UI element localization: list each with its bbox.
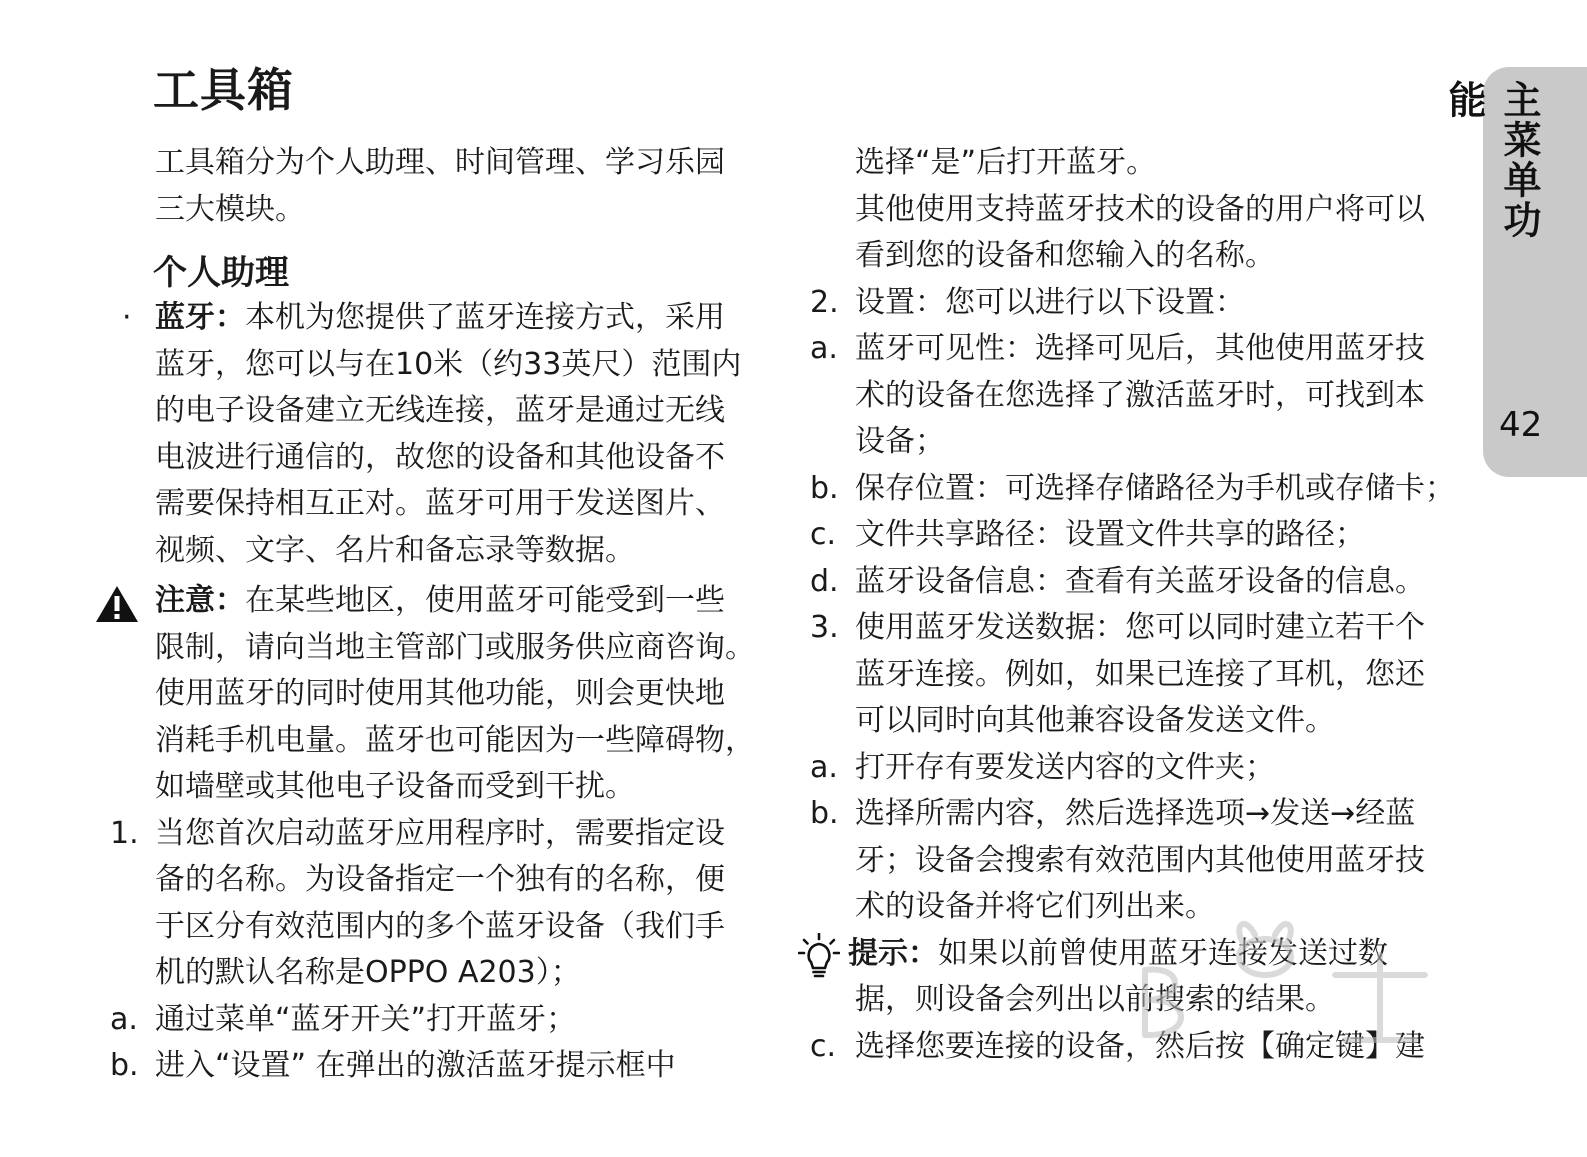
warning-icon: [94, 584, 140, 624]
paragraph-line: 限制，请向当地主管部门或服务供应商咨询。: [155, 629, 755, 665]
step-3c: [810, 1024, 1475, 1071]
paragraph-text: 本机为您提供了蓝牙连接方式，采用: [245, 300, 725, 335]
step-2: [810, 280, 1475, 327]
paragraph-line: 术的设备在您选择了激活蓝牙时，可找到本: [855, 377, 1425, 413]
paragraph-text: 如果以前曾使用蓝牙连接发送过数: [938, 935, 1388, 971]
notice-label: 注意：: [155, 583, 245, 618]
step-1: [110, 811, 780, 858]
step-3: [810, 605, 1475, 652]
notice-item: [110, 578, 780, 625]
paragraph-line: 的电子设备建立无线连接，蓝牙是通过无线: [155, 393, 725, 428]
paragraph-line: 视频、文字、名片和备忘录等数据。: [155, 532, 635, 568]
paragraph-text: 文件共享路径：设置文件共享的路径；: [855, 517, 1365, 552]
step-marker: a.: [810, 331, 838, 366]
bluetooth-label: 蓝牙：: [155, 300, 245, 335]
paragraph-line: 可以同时向其他兼容设备发送文件。: [855, 703, 1335, 738]
step-marker: c.: [810, 517, 837, 552]
lightbulb-icon: [798, 933, 840, 979]
paragraph-line: 看到您的设备和您输入的名称。: [855, 238, 1275, 273]
paragraph-line: 如墙壁或其他电子设备而受到干扰。: [155, 769, 635, 804]
bluetooth-item: [110, 295, 780, 342]
step-2d: [810, 559, 1475, 606]
paragraph-line: 设备；: [855, 424, 945, 459]
step-3a: [810, 745, 1475, 792]
paragraph-text: 选择您要连接的设备，然后按【确定键】建: [855, 1028, 1425, 1064]
chapter-label: 主菜单功能: [1442, 80, 1541, 240]
paragraph-line: 选择“是”后打开蓝牙。: [855, 145, 1157, 180]
step-marker: b.: [110, 1048, 139, 1083]
paragraph-line: 蓝牙连接。例如，如果已连接了耳机，您还: [855, 656, 1425, 692]
page-number: 42: [1499, 405, 1543, 445]
step-3b: [810, 791, 1475, 838]
right-column: [810, 140, 1475, 1070]
paragraph-line: 据，则设备会列出以前搜索的结果。: [855, 982, 1335, 1017]
paragraph-line: 消耗手机电量。蓝牙也可能因为一些障碍物，: [155, 722, 755, 758]
step-marker: 2.: [810, 284, 839, 320]
step-marker: 3.: [810, 610, 839, 645]
paragraph-text: 蓝牙可见性：选择可见后，其他使用蓝牙技: [855, 331, 1425, 366]
paragraph-text: 设置：您可以进行以下设置：: [855, 284, 1245, 320]
paragraph-line: 备的名称。为设备指定一个独有的名称，便: [155, 862, 725, 897]
paragraph-text: 选择所需内容，然后选择选项→发送→经蓝: [855, 796, 1416, 831]
bullet-mark: ·: [122, 300, 132, 335]
step-1a: [110, 997, 780, 1044]
paragraph-text: 蓝牙设备信息：查看有关蓝牙设备的信息。: [855, 563, 1425, 599]
paragraph-line: 机的默认名称是OPPO A203）；: [155, 955, 581, 990]
step-marker: c.: [810, 1028, 837, 1064]
step-1b: [110, 1043, 780, 1090]
paragraph-line: 蓝牙，您可以与在10米（约33英尺）范围内: [155, 346, 742, 382]
step-marker: a.: [810, 749, 838, 785]
step-2c: [810, 512, 1475, 559]
paragraph-line: 术的设备并将它们列出来。: [855, 889, 1215, 924]
step-marker: d.: [810, 563, 839, 599]
page-title: 工具箱: [153, 63, 294, 117]
paragraph-line: 需要保持相互正对。蓝牙可用于发送图片、: [155, 486, 725, 521]
paragraph-text: 当您首次启动蓝牙应用程序时，需要指定设: [155, 815, 725, 851]
step-marker: 1.: [110, 815, 139, 851]
paragraph-line: 其他使用支持蓝牙技术的设备的用户将可以: [855, 191, 1425, 227]
step-2a: [810, 326, 1475, 373]
paragraph-line: 于区分有效范围内的多个蓝牙设备（我们手: [155, 908, 725, 944]
paragraph-text: 进入“设置” 在弹出的激活蓝牙提示框中: [155, 1048, 676, 1083]
paragraph-line: 使用蓝牙的同时使用其他功能，则会更快地: [155, 676, 725, 711]
section-heading: 个人助理: [153, 253, 289, 293]
paragraph-line: 牙；设备会搜索有效范围内其他使用蓝牙技: [855, 842, 1425, 878]
paragraph-text: 使用蓝牙发送数据：您可以同时建立若干个: [855, 610, 1425, 645]
left-column: [110, 140, 780, 1090]
intro-line: 工具箱分为个人助理、时间管理、学习乐园: [155, 145, 725, 180]
step-2b: [810, 466, 1475, 513]
step-marker: b.: [810, 796, 839, 831]
paragraph-line: 电波进行通信的，故您的设备和其他设备不: [155, 439, 725, 475]
paragraph-text: 通过菜单“蓝牙开关”打开蓝牙；: [155, 1001, 577, 1037]
tip-label: 提示：: [848, 935, 938, 971]
step-marker: b.: [810, 470, 839, 506]
paragraph-text: 打开存有要发送内容的文件夹；: [855, 749, 1275, 785]
paragraph-text: 保存位置：可选择存储路径为手机或存储卡；: [855, 470, 1455, 506]
intro-line: 三大模块。: [155, 191, 305, 227]
paragraph-text: 在某些地区，使用蓝牙可能受到一些: [245, 583, 725, 618]
tip-item: [810, 931, 1475, 978]
step-marker: a.: [110, 1001, 138, 1037]
